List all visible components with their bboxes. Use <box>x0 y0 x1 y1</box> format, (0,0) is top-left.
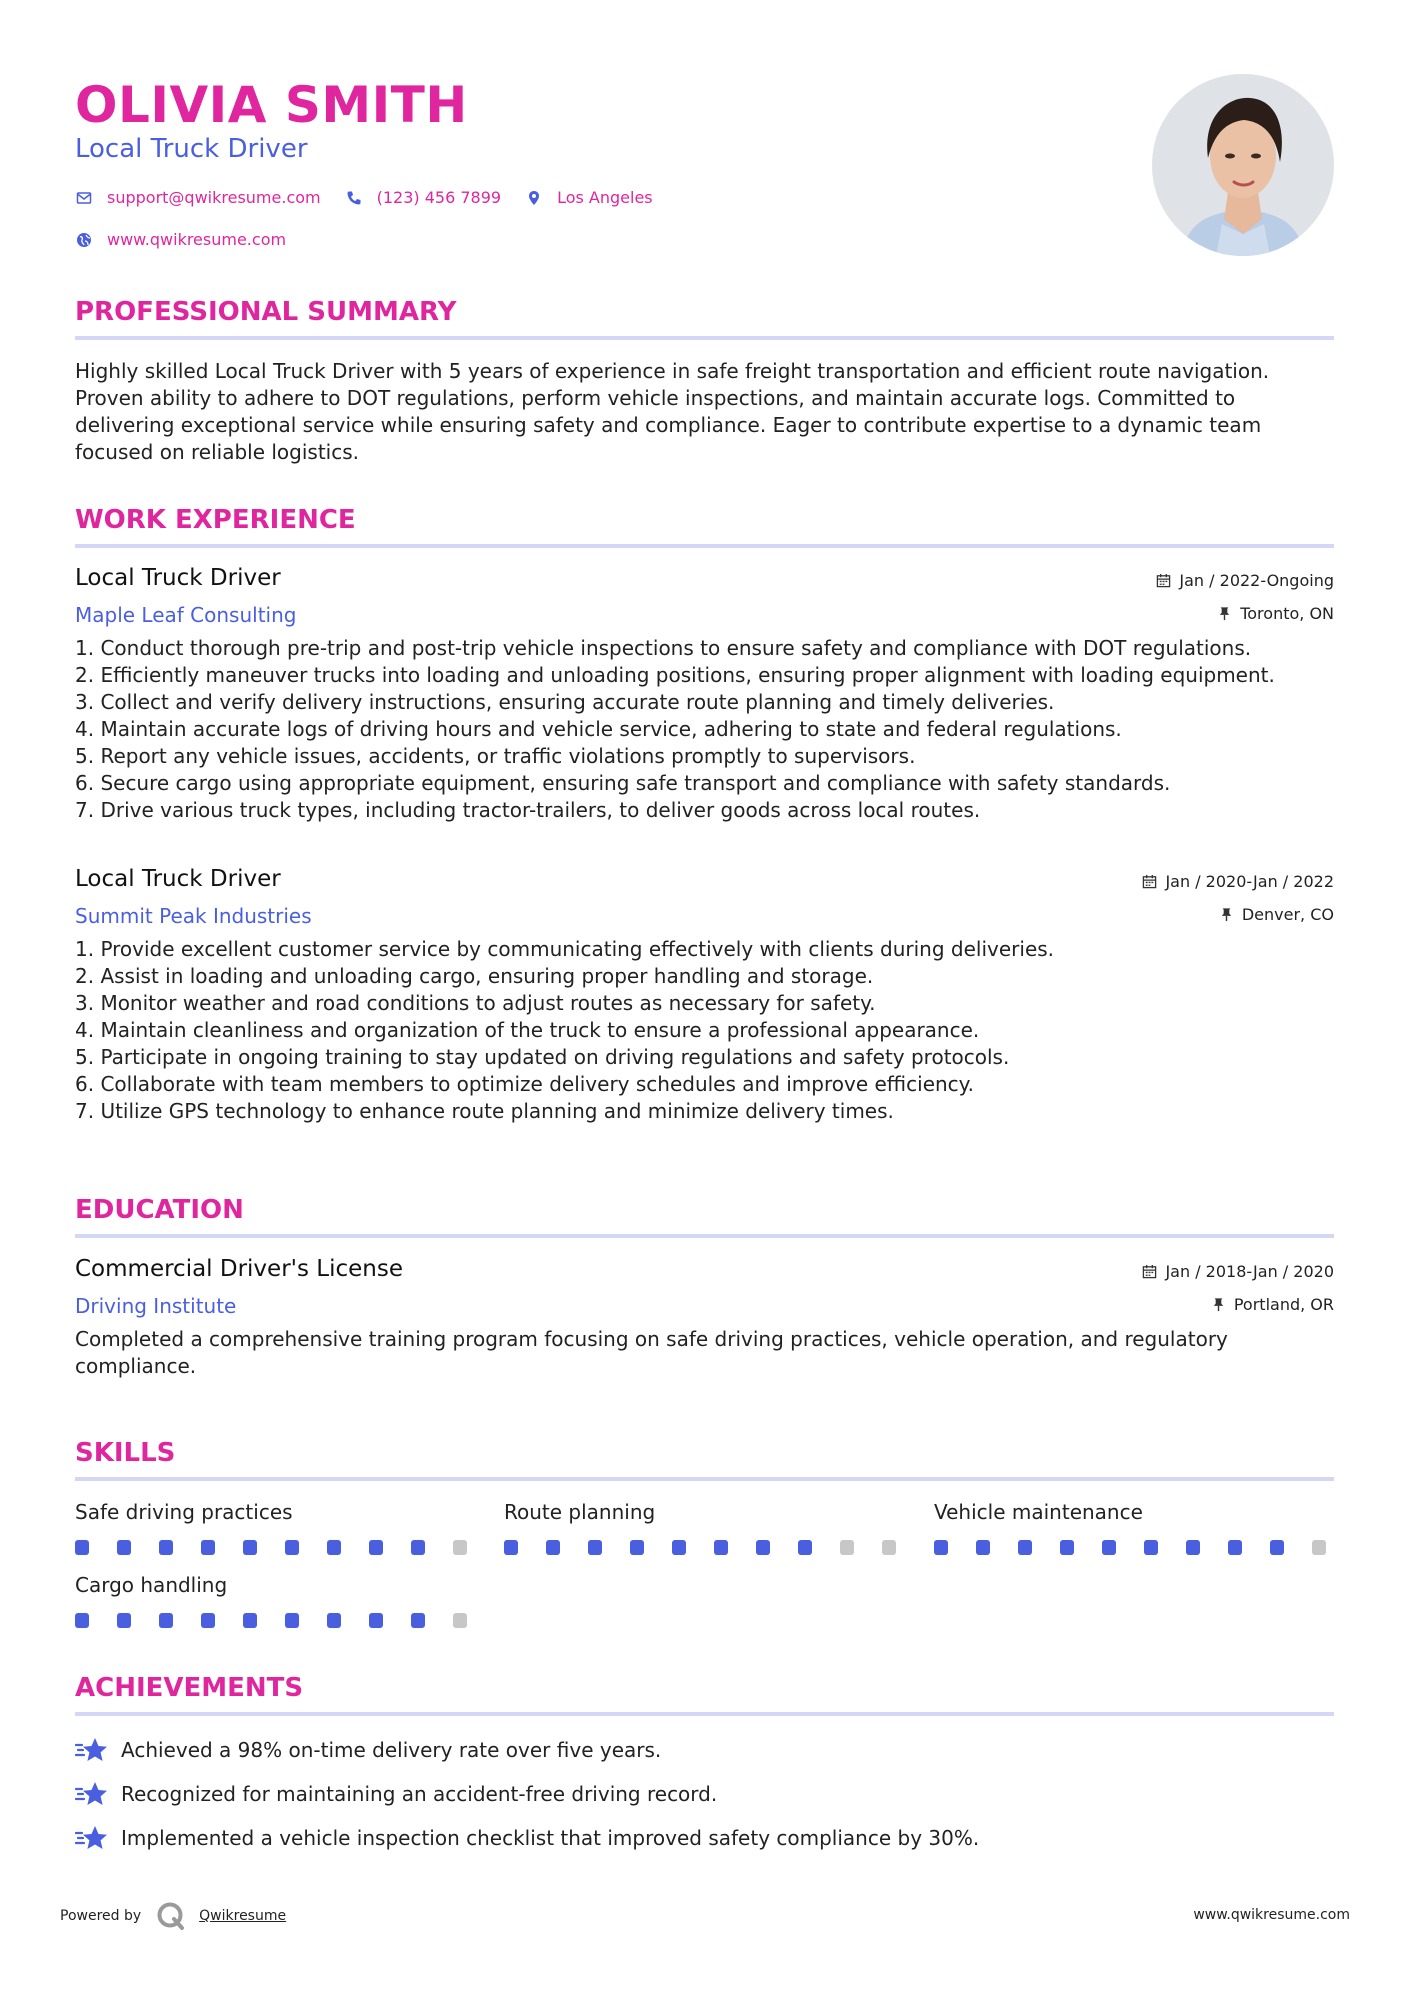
summary-text: Highly skilled Local Truck Driver with 5 years of experience in safe freight transportation and efficient route navigation. Proven ability to adhere to DOT regulations, perform vehicle inspections, and maintain accurate logs. Committed to delivering exceptional service while ensuring safety and compliance. Eager to contribute expertise to a dynamic team focused on reliable logistics. <box>75 359 1270 464</box>
list-item: 4. Maintain cleanliness and organization of the truck to ensure a professional appearance. <box>75 1018 980 1042</box>
rating-dot-filled <box>714 1540 728 1555</box>
education-dates <box>1142 1262 1334 1281</box>
rating-dot-filled <box>201 1540 215 1555</box>
job-location <box>1217 604 1334 623</box>
star-badge-icon <box>75 1780 109 1808</box>
job-header <box>75 565 1334 635</box>
rating-dot-filled <box>756 1540 770 1555</box>
phone-text: (123) 456 7899 <box>376 188 502 207</box>
rating-dot-filled <box>243 1540 257 1555</box>
education-dates-text: Jan / 2018-Jan / 2020 <box>1165 1262 1334 1281</box>
rating-dot-empty <box>1312 1540 1326 1555</box>
list-item: 7. Drive various truck types, including tractor-trailers, to deliver goods across local routes. <box>75 798 981 822</box>
job-dates-text: Jan / 2020-Jan / 2022 <box>1165 872 1334 891</box>
pushpin-icon <box>1217 606 1232 621</box>
rating-dot-filled <box>1186 1540 1200 1555</box>
job-location-text: Denver, CO <box>1241 905 1334 924</box>
job-company: Summit Peak Industries <box>75 904 312 928</box>
rating-dot-empty <box>453 1540 467 1555</box>
rating-dot-filled <box>369 1613 383 1628</box>
rating-dot-filled <box>117 1613 131 1628</box>
achievement-item <box>75 1780 717 1808</box>
rating-dot-filled <box>75 1613 89 1628</box>
globe-icon <box>75 231 93 249</box>
list-item: 6. Collaborate with team members to optimize delivery schedules and improve efficiency. <box>75 1072 975 1096</box>
rating-dot-filled <box>630 1540 644 1555</box>
summary-heading: PROFESSIONAL SUMMARY <box>75 297 457 327</box>
candidate-name: OLIVIA SMITH <box>75 76 468 134</box>
skill-name: Cargo handling <box>75 1573 228 1597</box>
rating-dot-filled <box>588 1540 602 1555</box>
qwikresume-logo-icon <box>155 1900 187 1932</box>
contact-email[interactable] <box>75 188 321 207</box>
star-badge-icon <box>75 1824 109 1852</box>
rating-dot-filled <box>327 1540 341 1555</box>
skill-name: Safe driving practices <box>75 1500 293 1524</box>
rating-dot-filled <box>75 1540 89 1555</box>
rating-dot-filled <box>1228 1540 1242 1555</box>
skill-name: Vehicle maintenance <box>934 1500 1143 1524</box>
contact-row-2 <box>75 230 310 249</box>
profile-photo <box>1152 74 1334 256</box>
email-text: support@qwikresume.com <box>107 188 321 207</box>
education-location <box>1211 1295 1334 1314</box>
list-item: 4. Maintain accurate logs of driving hours and vehicle service, adhering to state and federal regulations. <box>75 717 1122 741</box>
skill-rating <box>934 1540 1354 1555</box>
rating-dot-filled <box>546 1540 560 1555</box>
calendar-icon <box>1156 573 1171 588</box>
rating-dot-filled <box>1102 1540 1116 1555</box>
education-degree: Commercial Driver's License <box>75 1256 403 1282</box>
rating-dot-empty <box>453 1613 467 1628</box>
rating-dot-filled <box>1018 1540 1032 1555</box>
skills-heading: SKILLS <box>75 1438 176 1468</box>
footer-url[interactable]: www.qwikresume.com <box>1193 1907 1350 1923</box>
achievement-text: Achieved a 98% on-time delivery rate over five years. <box>121 1738 662 1762</box>
experience-divider <box>75 544 1334 548</box>
job-entry-1 <box>75 565 1334 824</box>
skill-rating <box>75 1613 495 1628</box>
contact-row <box>75 188 677 207</box>
rating-dot-filled <box>117 1540 131 1555</box>
rating-dot-filled <box>1270 1540 1284 1555</box>
experience-heading: WORK EXPERIENCE <box>75 505 356 535</box>
rating-dot-filled <box>285 1613 299 1628</box>
rating-dot-filled <box>327 1613 341 1628</box>
job-dates <box>1142 872 1334 891</box>
list-item: 1. Provide excellent customer service by communicating effectively with clients during deliveries. <box>75 937 1055 961</box>
brand-link[interactable]: Qwikresume <box>199 1908 287 1924</box>
job-entry-2 <box>75 866 1334 1125</box>
skill-rating <box>504 1540 924 1555</box>
list-item: 5. Participate in ongoing training to stay updated on driving regulations and safety protocols. <box>75 1045 1010 1069</box>
list-item: 5. Report any vehicle issues, accidents, or traffic violations promptly to supervisors. <box>75 744 916 768</box>
job-role: Local Truck Driver <box>75 866 281 892</box>
rating-dot-filled <box>976 1540 990 1555</box>
list-item: 3. Monitor weather and road conditions to adjust routes as necessary for safety. <box>75 991 876 1015</box>
rating-dot-filled <box>159 1613 173 1628</box>
rating-dot-filled <box>159 1540 173 1555</box>
achievement-item <box>75 1824 979 1852</box>
list-item: 1. Conduct thorough pre-trip and post-trip vehicle inspections to ensure safety and compliance with DOT regulations. <box>75 636 1252 660</box>
rating-dot-empty <box>840 1540 854 1555</box>
job-dates <box>1156 571 1334 590</box>
skill-item <box>934 1500 1354 1555</box>
education-divider <box>75 1234 1334 1238</box>
education-heading: EDUCATION <box>75 1195 244 1225</box>
skill-item <box>504 1500 924 1555</box>
job-location-text: Toronto, ON <box>1240 604 1334 623</box>
rating-dot-filled <box>1144 1540 1158 1555</box>
skill-item <box>75 1500 495 1555</box>
calendar-icon <box>1142 1264 1157 1279</box>
rating-dot-filled <box>201 1613 215 1628</box>
rating-dot-filled <box>1060 1540 1074 1555</box>
contact-website[interactable] <box>75 230 286 249</box>
job-duties <box>75 635 1334 824</box>
footer-powered-by <box>60 1900 286 1932</box>
list-item: 2. Assist in loading and unloading cargo, ensuring proper handling and storage. <box>75 964 874 988</box>
rating-dot-filled <box>411 1613 425 1628</box>
rating-dot-filled <box>285 1540 299 1555</box>
star-badge-icon <box>75 1736 109 1764</box>
website-text: www.qwikresume.com <box>107 230 287 249</box>
education-location-text: Portland, OR <box>1233 1295 1334 1314</box>
location-text: Los Angeles <box>557 188 653 207</box>
contact-location <box>525 188 653 207</box>
contact-phone[interactable] <box>345 188 501 207</box>
rating-dot-filled <box>672 1540 686 1555</box>
education-entry <box>75 1256 1334 1380</box>
phone-icon <box>345 189 363 207</box>
job-dates-text: Jan / 2022-Ongoing <box>1179 571 1334 590</box>
job-company: Maple Leaf Consulting <box>75 603 297 627</box>
skills-divider <box>75 1477 1334 1481</box>
envelope-icon <box>75 189 93 207</box>
achievements-heading: ACHIEVEMENTS <box>75 1673 304 1703</box>
achievements-divider <box>75 1712 1334 1716</box>
list-item: 7. Utilize GPS technology to enhance route planning and minimize delivery times. <box>75 1099 894 1123</box>
job-header <box>75 866 1334 936</box>
rating-dot-filled <box>243 1613 257 1628</box>
education-header <box>75 1256 1334 1326</box>
job-role: Local Truck Driver <box>75 565 281 591</box>
education-description: Completed a comprehensive training program focusing on safe driving practices, vehicle operation, and regulatory compliance. <box>75 1327 1228 1378</box>
job-duties <box>75 936 1334 1125</box>
rating-dot-filled <box>411 1540 425 1555</box>
achievement-text: Implemented a vehicle inspection checklist that improved safety compliance by 30%. <box>121 1826 980 1850</box>
rating-dot-empty <box>882 1540 896 1555</box>
list-item: 3. Collect and verify delivery instructions, ensuring accurate route planning and timely deliveries. <box>75 690 1055 714</box>
achievement-item <box>75 1736 661 1764</box>
rating-dot-filled <box>934 1540 948 1555</box>
pushpin-icon <box>1219 907 1234 922</box>
calendar-icon <box>1142 874 1157 889</box>
rating-dot-filled <box>504 1540 518 1555</box>
rating-dot-filled <box>369 1540 383 1555</box>
skill-item <box>75 1573 495 1628</box>
summary-divider <box>75 336 1334 340</box>
achievement-text: Recognized for maintaining an accident-free driving record. <box>121 1782 718 1806</box>
education-school: Driving Institute <box>75 1294 237 1318</box>
candidate-title: Local Truck Driver <box>75 134 308 164</box>
skill-rating <box>75 1540 495 1555</box>
rating-dot-filled <box>798 1540 812 1555</box>
skill-name: Route planning <box>504 1500 656 1524</box>
powered-by-label: Powered by <box>60 1908 142 1924</box>
pushpin-icon <box>1211 1297 1226 1312</box>
list-item: 6. Secure cargo using appropriate equipment, ensuring safe transport and compliance with safety standards. <box>75 771 1171 795</box>
list-item: 2. Efficiently maneuver trucks into loading and unloading positions, ensuring proper alignment with loading equipment. <box>75 663 1275 687</box>
map-pin-icon <box>525 189 543 207</box>
job-location <box>1219 905 1334 924</box>
